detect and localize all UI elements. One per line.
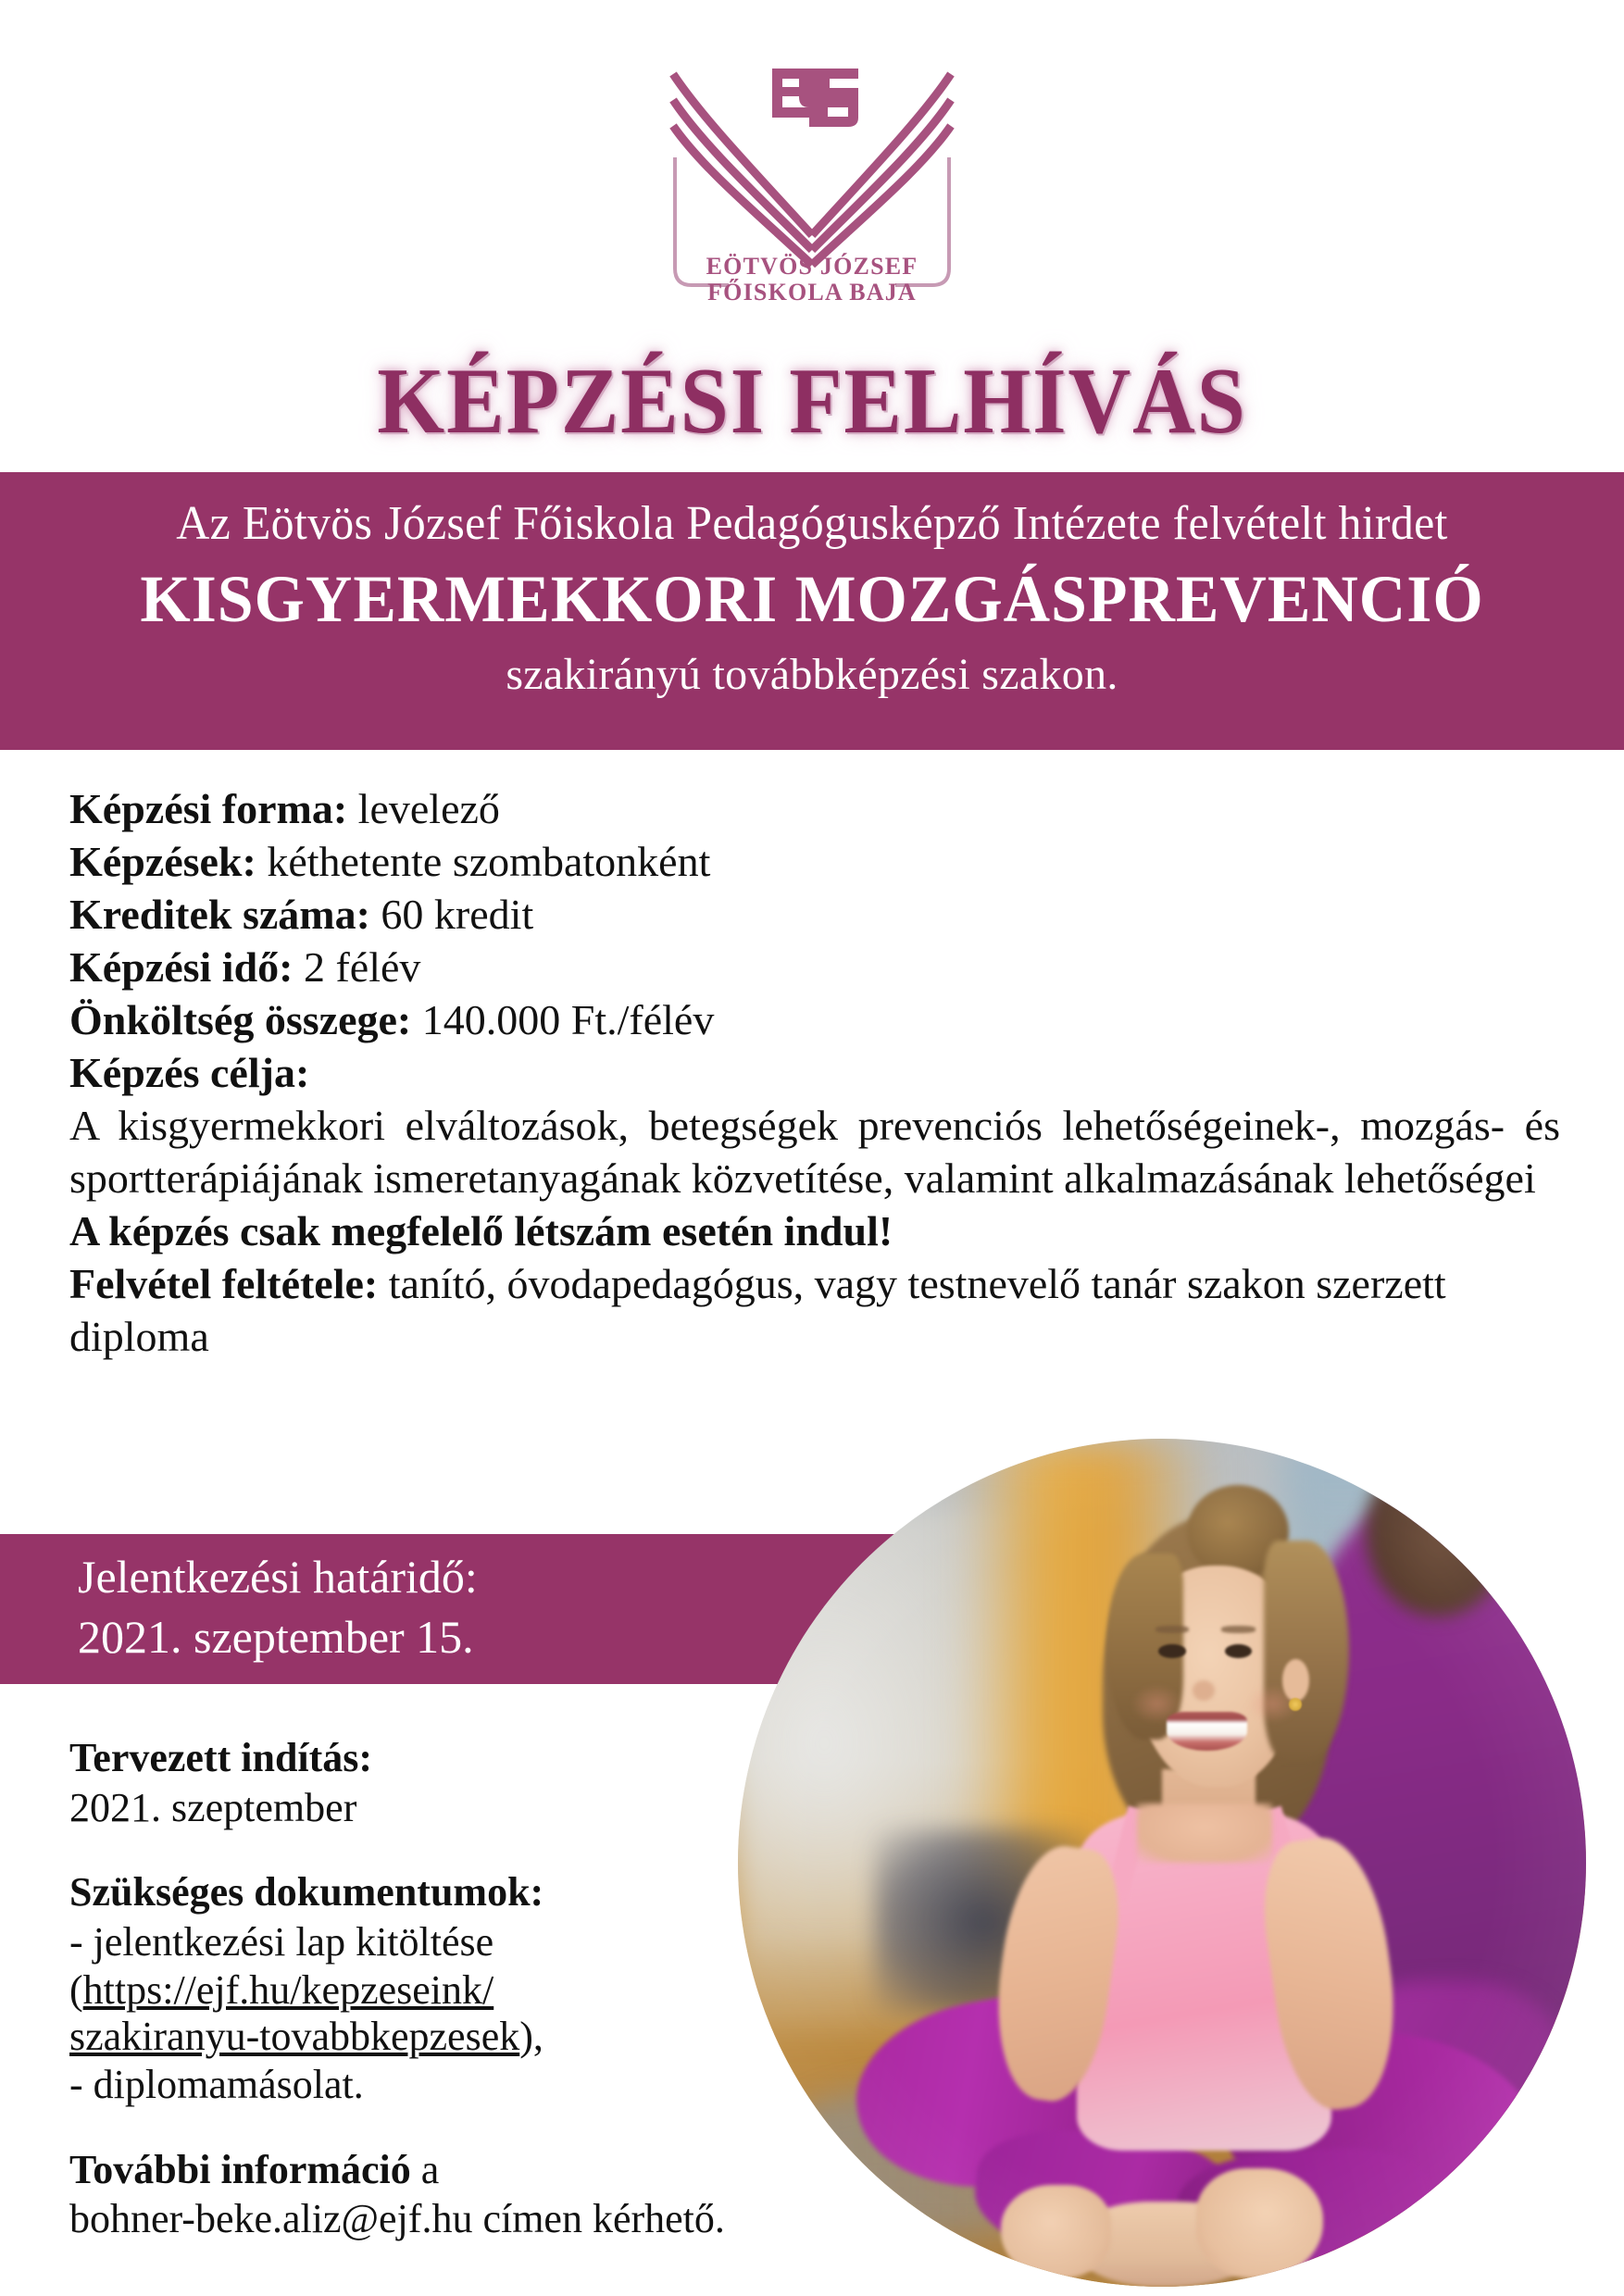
detail-row (69, 993, 1560, 1046)
detail-row (69, 835, 1560, 888)
detail-value: 60 kredit (381, 891, 534, 939)
application-url-link-line1[interactable]: https://ejf.hu/kepzeseink/ (82, 1966, 494, 2013)
goal-label: Képzés célja: (69, 1049, 310, 1097)
girl-right-eyebrow (1221, 1626, 1255, 1632)
additional-info (69, 1733, 801, 2244)
girl-left-eyebrow (1156, 1626, 1190, 1632)
admission-value: tanító, óvodapedagógus, vagy testnevelő tanár szakon szerzett diploma (69, 1260, 1446, 1361)
spacer-2 (69, 2110, 801, 2145)
application-url-wrap-2 (69, 2014, 801, 2060)
program-details (69, 782, 1560, 1363)
girl-chest-skin (1137, 1803, 1273, 1863)
detail-row (69, 941, 1560, 993)
logo-name-line2: FŐISKOLA BAJA (707, 279, 917, 306)
detail-label: Kreditek száma: (69, 891, 370, 939)
application-url-wrap (69, 1967, 801, 2014)
girl-right-eye (1225, 1644, 1252, 1659)
goal-text: A kisgyermekkori elváltozások, betegségek prevenciós lehetőségeinek-, mozgás- és sportterápiájának ismeretanyagának közvetítése, valamint alkalmazásának lehetőségei (69, 1102, 1560, 1203)
detail-label: Képzési idő: (69, 943, 294, 992)
detail-value: kéthetente szombatonként (267, 838, 711, 886)
contact-line-1 (69, 2145, 801, 2195)
girl-hair-front-right (1264, 1541, 1349, 1761)
girl-figure (738, 1439, 1586, 2287)
banner-program-name: KISGYERMEKKORI MOZGÁSPREVENCIÓ (140, 562, 1484, 637)
institution-logo (0, 54, 1624, 322)
application-url-link-line2[interactable]: szakiranyu-tovabbkepzesek (69, 2013, 520, 2059)
contact-label: További információ (69, 2146, 411, 2192)
girl-left-hand (1001, 2185, 1111, 2278)
deadline-label: Jelentkezési határidő: (78, 1551, 478, 1603)
detail-row (69, 888, 1560, 941)
contact-suffix: címen kérhető. (482, 2196, 725, 2242)
contact-connector: a (420, 2146, 440, 2192)
contact-line-2 (69, 2194, 801, 2244)
detail-label: Önköltség összege: (69, 996, 412, 1044)
planned-start-label: Tervezett indítás: (69, 1735, 373, 1780)
close-paren: ), (519, 2013, 543, 2059)
admission-requirement (69, 1257, 1560, 1363)
banner-program-type: szakirányú továbbképzési szakon. (506, 650, 1118, 700)
spacer (69, 1832, 801, 1867)
program-banner (0, 472, 1624, 750)
required-documents-label: Szükséges dokumentumok: (69, 1869, 544, 1915)
ej-monogram-icon (772, 69, 858, 127)
detail-value: levelező (357, 785, 500, 832)
planned-start-value: 2021. szeptember (69, 1784, 357, 1830)
page-title: KÉPZÉSI FELHÍVÁS (377, 349, 1247, 454)
banner-intro-line: Az Eötvös József Főiskola Pedagógusképző Intézete felvételt hirdet (176, 497, 1448, 550)
deadline-date: 2021. szeptember 15. (78, 1611, 474, 1663)
detail-label: Képzések: (69, 838, 256, 886)
child-gymnastics-photo (738, 1439, 1586, 2287)
photo-illustration (738, 1439, 1586, 2287)
logo-name-line1: EÖTVÖS JÓZSEF (706, 253, 918, 280)
detail-value: 2 félév (303, 943, 421, 992)
contact-email[interactable]: bohner-beke.aliz@ejf.hu (69, 2196, 473, 2242)
girl-right-hand (1196, 2168, 1323, 2278)
girl-left-eye (1158, 1644, 1185, 1659)
document-item-application: - jelentkezési lap kitöltése (69, 1919, 494, 1965)
detail-value: 140.000 Ft./félév (421, 996, 715, 1044)
detail-row (69, 782, 1560, 835)
open-paren: ( (69, 1966, 83, 2013)
admission-label: Felvétel feltétele: (69, 1260, 379, 1308)
girl-nose (1193, 1680, 1215, 1701)
detail-label: Képzési forma: (69, 785, 348, 832)
document-item-diploma: - diplomamásolat. (69, 2062, 364, 2107)
girl-smiling-mouth (1167, 1712, 1247, 1751)
minimum-headcount-notice: A képzés csak megfelelő létszám esetén indul! (69, 1207, 893, 1255)
open-book-logo (664, 54, 960, 313)
